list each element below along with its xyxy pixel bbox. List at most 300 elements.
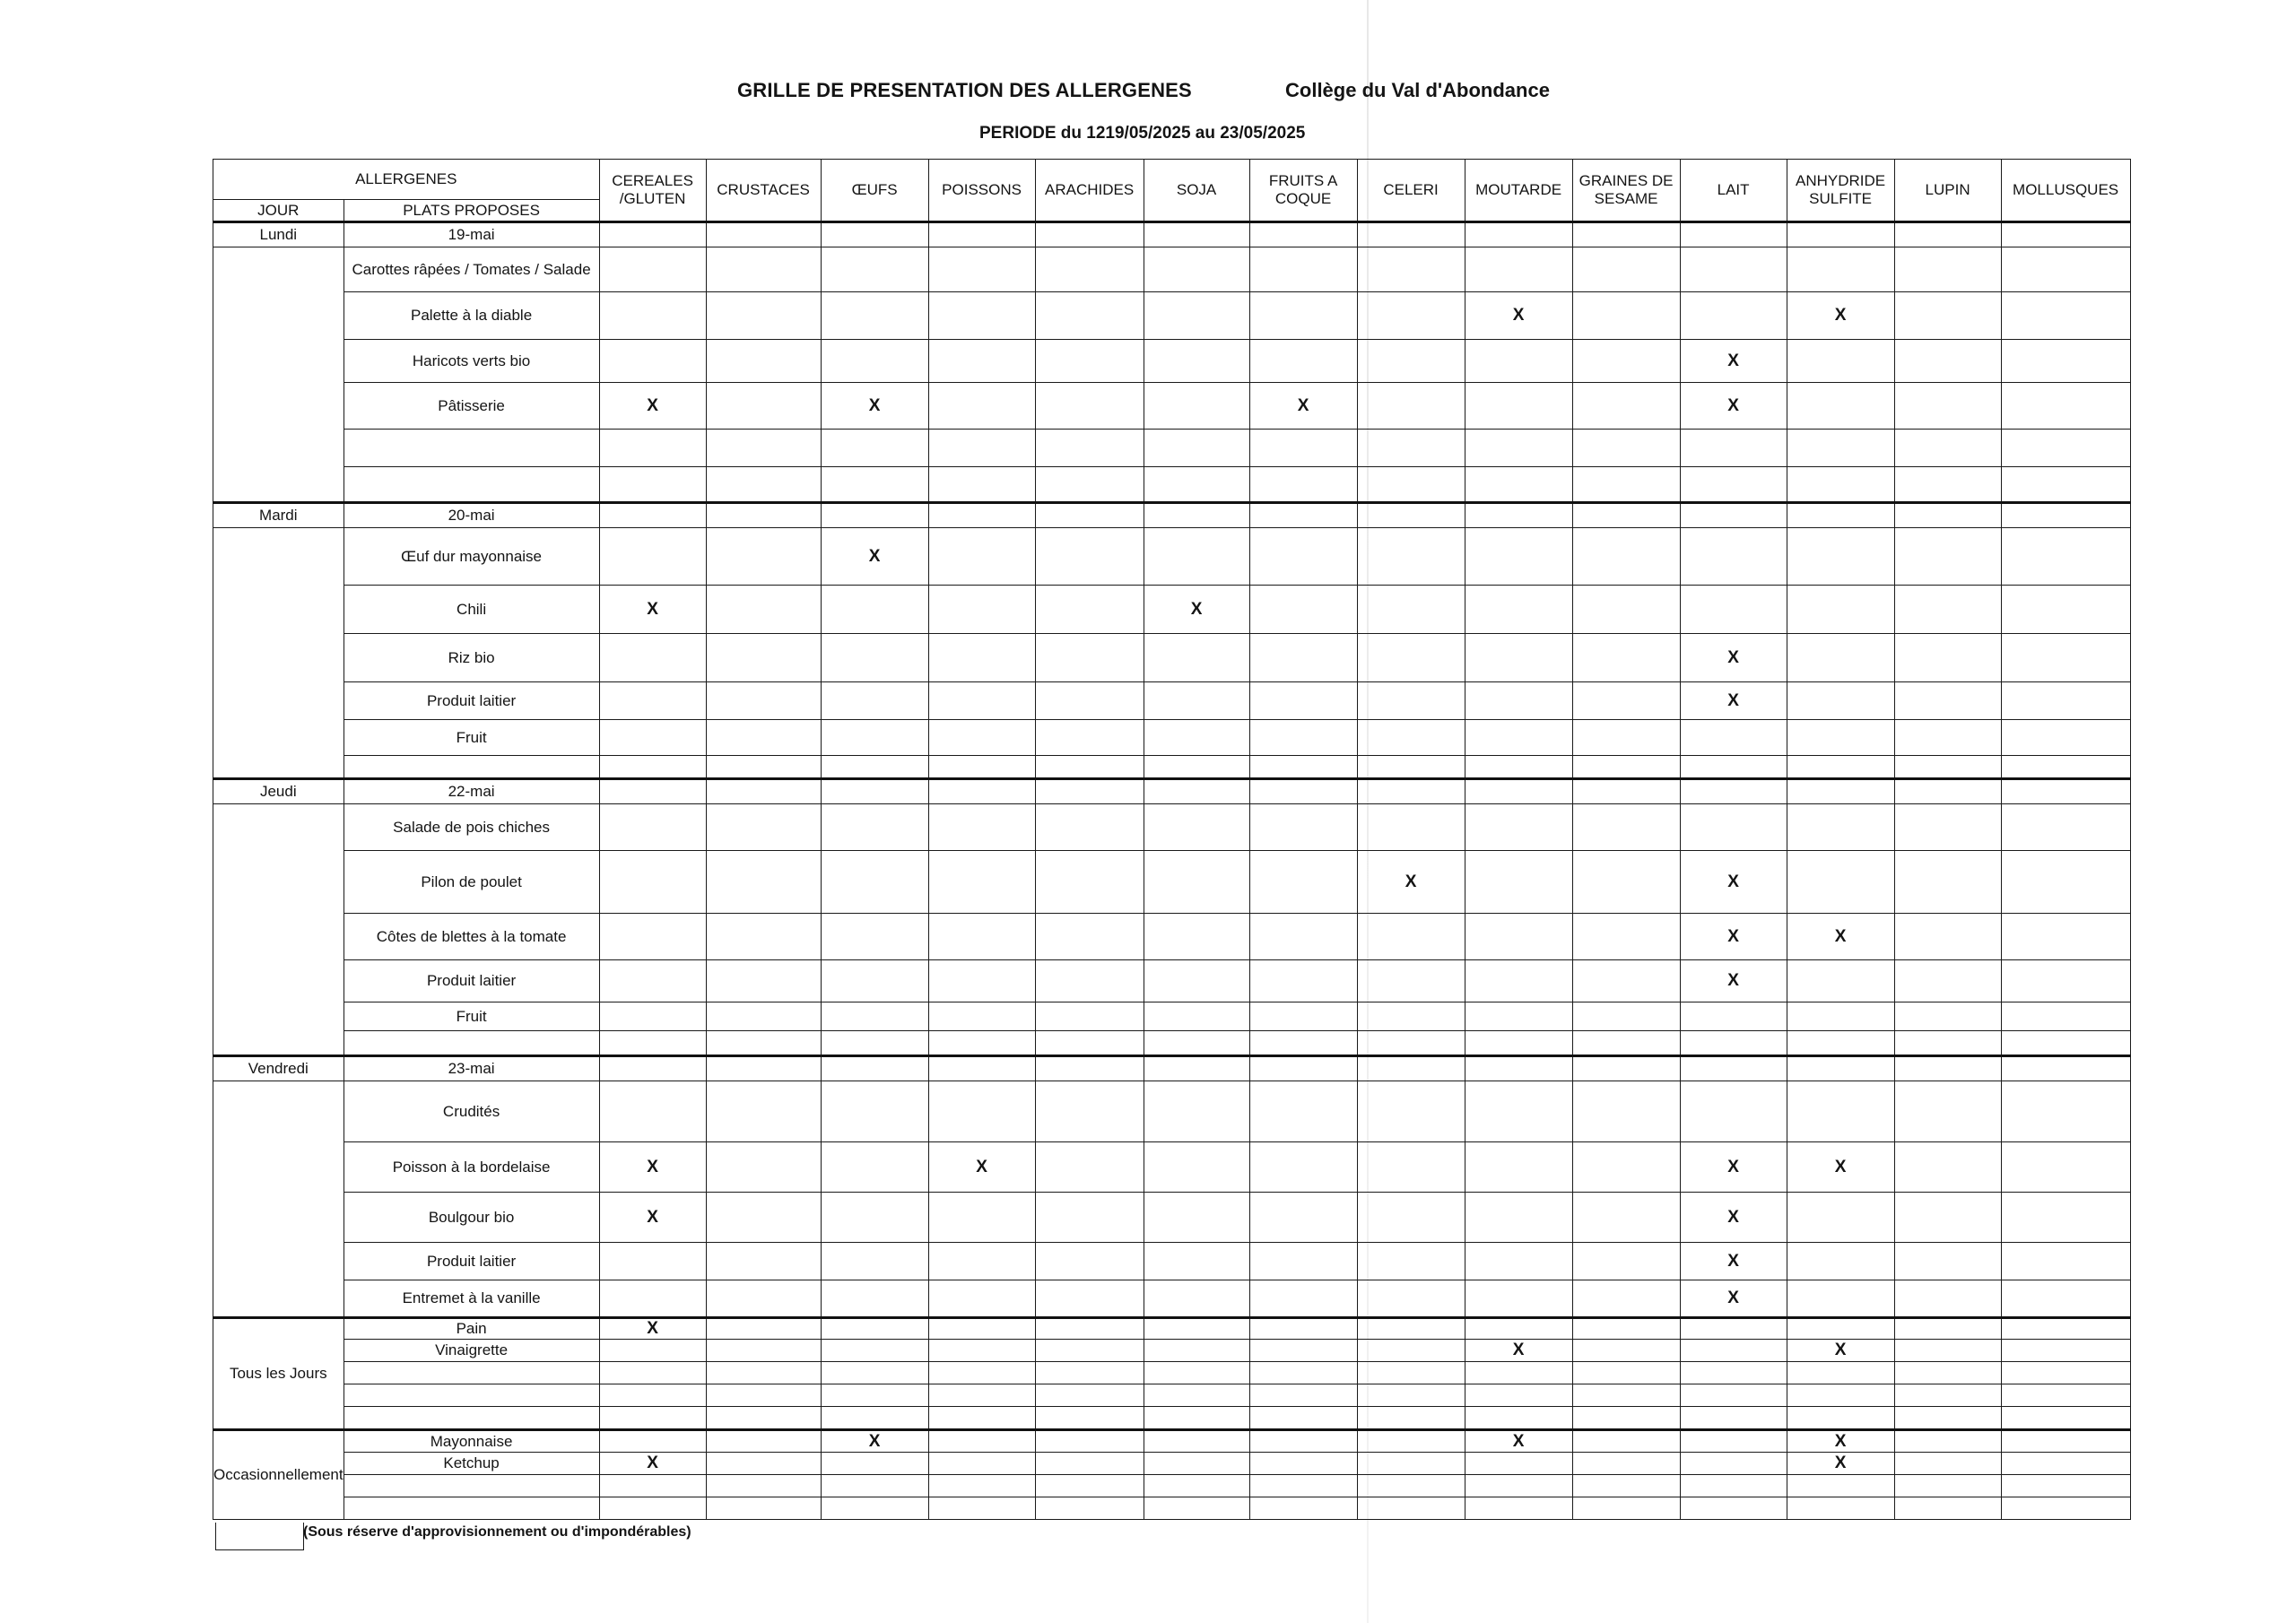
allergen-cell xyxy=(1249,1081,1357,1142)
allergen-cell xyxy=(599,467,706,503)
occasionnellement-row xyxy=(213,1497,2131,1520)
allergen-cell xyxy=(1144,804,1249,851)
dish-name: Boulgour bio xyxy=(344,1193,599,1243)
allergen-cell xyxy=(1035,1453,1144,1475)
allergen-cell xyxy=(1572,1497,1680,1520)
allergen-cell xyxy=(928,340,1035,383)
allergen-cell xyxy=(1357,779,1465,804)
allergen-cell xyxy=(1894,1407,2001,1430)
allergen-cell xyxy=(1249,851,1357,914)
allergen-cell xyxy=(1249,682,1357,720)
dish-row xyxy=(213,960,2131,1002)
allergen-cell xyxy=(928,1430,1035,1453)
allergen-cell xyxy=(1357,914,1465,960)
allergen-cell xyxy=(2001,682,2130,720)
allergen-cell xyxy=(1572,1453,1680,1475)
allergen-cell xyxy=(599,503,706,528)
allergen-cell xyxy=(1144,1081,1249,1142)
allergen-cell xyxy=(706,1318,821,1340)
allergen-cell xyxy=(706,503,821,528)
allergen-cell xyxy=(1357,222,1465,247)
allergen-cell xyxy=(599,1407,706,1430)
allergen-cell xyxy=(706,1340,821,1362)
allergen-cell xyxy=(1680,756,1787,779)
allergen-cell xyxy=(928,914,1035,960)
allergenes-header: ALLERGENES xyxy=(213,160,600,200)
allergen-cell xyxy=(928,292,1035,340)
allergen-cell xyxy=(1680,1318,1787,1340)
allergen-cell xyxy=(1680,247,1787,292)
allergen-cell xyxy=(1035,960,1144,1002)
allergen-cell xyxy=(1894,1453,2001,1475)
dish-name: Fruit xyxy=(344,720,599,756)
allergen-cell xyxy=(706,247,821,292)
allergen-cell xyxy=(1572,586,1680,634)
allergen-cell xyxy=(2001,247,2130,292)
allergen-cell xyxy=(1144,851,1249,914)
dish-name: Entremet à la vanille xyxy=(344,1280,599,1318)
allergen-cell xyxy=(1465,1056,1572,1081)
allergen-cell xyxy=(1572,340,1680,383)
allergen-cell xyxy=(821,1243,928,1280)
allergen-cell xyxy=(1035,1280,1144,1318)
allergen-cell xyxy=(1894,779,2001,804)
allergen-cell xyxy=(1465,1193,1572,1243)
allergen-cell xyxy=(1035,247,1144,292)
allergen-cell xyxy=(2001,1340,2130,1362)
allergen-mark: X xyxy=(1297,395,1309,415)
allergen-cell xyxy=(1357,1193,1465,1243)
allergen-cell xyxy=(1787,1081,1894,1142)
item-name: Ketchup xyxy=(344,1453,599,1475)
allergen-column-header: LAIT xyxy=(1680,160,1787,222)
allergen-cell xyxy=(1144,528,1249,586)
allergen-cell xyxy=(1144,430,1249,467)
allergen-cell xyxy=(1894,960,2001,1002)
allergen-cell xyxy=(1894,1384,2001,1407)
allergen-cell xyxy=(599,1453,706,1475)
allergen-cell xyxy=(821,430,928,467)
allergen-cell xyxy=(1572,1081,1680,1142)
allergen-cell xyxy=(706,756,821,779)
allergen-cell xyxy=(599,340,706,383)
allergen-cell xyxy=(1680,1340,1787,1362)
allergen-cell xyxy=(821,1340,928,1362)
allergen-cell xyxy=(1894,1430,2001,1453)
allergen-cell xyxy=(2001,1453,2130,1475)
allergen-cell xyxy=(1894,914,2001,960)
allergen-cell xyxy=(2001,960,2130,1002)
allergen-mark: X xyxy=(1727,1207,1739,1227)
allergen-mark: X xyxy=(1727,926,1739,946)
allergen-cell xyxy=(1680,383,1787,430)
day-label: Jeudi xyxy=(213,779,344,804)
allergen-cell xyxy=(1035,1362,1144,1384)
allergen-cell xyxy=(1572,1002,1680,1031)
allergen-column-header: GRAINES DE SESAME xyxy=(1572,160,1680,222)
allergen-cell xyxy=(928,1497,1035,1520)
allergen-cell xyxy=(1787,1031,1894,1056)
allergen-cell xyxy=(1787,682,1894,720)
item-name xyxy=(344,1407,599,1430)
allergen-cell xyxy=(706,586,821,634)
allergen-cell xyxy=(599,383,706,430)
footnote: (Sous réserve d'approvisionnement ou d'impondérables) xyxy=(303,1524,691,1540)
allergen-cell xyxy=(599,430,706,467)
allergen-cell xyxy=(1894,720,2001,756)
allergen-cell xyxy=(1787,528,1894,586)
allergen-cell xyxy=(706,1280,821,1318)
allergen-mark: X xyxy=(1834,1431,1847,1451)
allergen-cell xyxy=(2001,292,2130,340)
allergen-cell xyxy=(1680,1475,1787,1497)
allergen-cell xyxy=(1249,1243,1357,1280)
allergen-cell xyxy=(1249,1031,1357,1056)
allergen-mark: X xyxy=(647,1454,658,1473)
allergen-cell xyxy=(1144,1340,1249,1362)
dish-row xyxy=(213,1081,2131,1142)
allergen-cell xyxy=(1787,1497,1894,1520)
allergen-column-header: LUPIN xyxy=(1894,160,2001,222)
allergen-cell xyxy=(1894,1081,2001,1142)
allergen-cell xyxy=(1144,960,1249,1002)
allergen-cell xyxy=(1680,682,1787,720)
allergen-cell xyxy=(1465,1453,1572,1475)
allergen-cell xyxy=(1680,222,1787,247)
allergen-cell xyxy=(928,1031,1035,1056)
allergen-cell xyxy=(1035,222,1144,247)
allergen-cell xyxy=(1894,1193,2001,1243)
allergen-column-header: ANHYDRIDE SULFITE xyxy=(1787,160,1894,222)
allergen-cell xyxy=(1894,804,2001,851)
allergen-cell xyxy=(1357,292,1465,340)
allergen-cell xyxy=(2001,1081,2130,1142)
allergen-column-header: ŒUFS xyxy=(821,160,928,222)
allergen-cell xyxy=(1787,779,1894,804)
dish-row xyxy=(213,1031,2131,1056)
allergen-cell xyxy=(706,1475,821,1497)
allergen-cell xyxy=(1894,1142,2001,1193)
day-row xyxy=(213,779,2131,804)
dish-name: Salade de pois chiches xyxy=(344,804,599,851)
allergen-cell xyxy=(1465,1318,1572,1340)
allergen-cell xyxy=(1787,467,1894,503)
allergen-cell xyxy=(928,804,1035,851)
allergen-cell xyxy=(1572,720,1680,756)
allergen-cell xyxy=(1787,586,1894,634)
allergen-cell xyxy=(1572,1193,1680,1243)
dish-row xyxy=(213,467,2131,503)
allergen-cell xyxy=(2001,503,2130,528)
allergen-cell xyxy=(1894,756,2001,779)
allergen-cell xyxy=(821,222,928,247)
allergen-cell xyxy=(1144,1056,1249,1081)
allergen-cell xyxy=(821,634,928,682)
allergen-cell xyxy=(1144,779,1249,804)
allergen-cell xyxy=(1680,1002,1787,1031)
allergen-cell xyxy=(706,960,821,1002)
allergen-cell xyxy=(1144,1193,1249,1243)
allergen-cell xyxy=(1894,247,2001,292)
allergen-cell xyxy=(706,1002,821,1031)
allergen-cell xyxy=(1894,430,2001,467)
allergen-cell xyxy=(599,634,706,682)
day-date: 19-mai xyxy=(344,222,599,247)
allergen-cell xyxy=(928,720,1035,756)
allergen-cell xyxy=(1465,1497,1572,1520)
allergen-cell xyxy=(928,1280,1035,1318)
allergen-cell xyxy=(821,1002,928,1031)
allergen-cell xyxy=(1465,1407,1572,1430)
allergen-cell xyxy=(1035,383,1144,430)
allergen-cell xyxy=(706,1031,821,1056)
allergen-cell xyxy=(1249,528,1357,586)
allergen-cell xyxy=(821,292,928,340)
allergen-cell xyxy=(1465,383,1572,430)
allergen-cell xyxy=(1357,682,1465,720)
allergen-cell xyxy=(2001,528,2130,586)
allergen-cell xyxy=(928,1243,1035,1280)
dish-row xyxy=(213,1142,2131,1193)
allergen-cell xyxy=(1465,340,1572,383)
allergen-cell xyxy=(1144,383,1249,430)
allergen-cell xyxy=(928,222,1035,247)
allergen-cell xyxy=(1787,1280,1894,1318)
allergen-cell xyxy=(1680,430,1787,467)
allergen-cell xyxy=(928,1318,1035,1340)
allergen-cell xyxy=(1572,1280,1680,1318)
allergen-cell xyxy=(1249,1453,1357,1475)
allergen-cell xyxy=(1465,779,1572,804)
allergen-cell xyxy=(1572,1407,1680,1430)
allergen-column-header: SOJA xyxy=(1144,160,1249,222)
allergen-cell xyxy=(1144,340,1249,383)
allergen-cell xyxy=(1680,528,1787,586)
allergen-mark: X xyxy=(868,395,881,415)
allergen-cell xyxy=(1465,851,1572,914)
allergen-mark: X xyxy=(1190,599,1203,619)
allergen-cell xyxy=(706,634,821,682)
allergen-cell xyxy=(1249,1430,1357,1453)
allergen-cell xyxy=(1144,1362,1249,1384)
allergen-cell xyxy=(1787,960,1894,1002)
allergen-cell xyxy=(706,779,821,804)
occasionnellement-label: Occasionnellement xyxy=(213,1430,344,1520)
allergen-mark: X xyxy=(868,546,881,566)
allergen-cell xyxy=(2001,1002,2130,1031)
allergen-cell xyxy=(821,1318,928,1340)
allergen-cell xyxy=(1572,1031,1680,1056)
allergen-cell xyxy=(821,1142,928,1193)
allergen-cell xyxy=(1249,634,1357,682)
allergen-cell xyxy=(706,682,821,720)
allergen-cell xyxy=(1357,851,1465,914)
allergen-cell xyxy=(1357,1280,1465,1318)
allergen-cell xyxy=(1680,1243,1787,1280)
dish-row xyxy=(213,1002,2131,1031)
allergen-cell xyxy=(1894,1056,2001,1081)
allergen-cell xyxy=(706,383,821,430)
allergen-cell xyxy=(821,682,928,720)
allergen-cell xyxy=(599,1056,706,1081)
allergen-cell xyxy=(1894,1280,2001,1318)
allergen-cell xyxy=(1465,756,1572,779)
allergen-cell xyxy=(928,1002,1035,1031)
allergen-mark: X xyxy=(1512,1341,1525,1360)
allergen-cell xyxy=(928,383,1035,430)
allergen-cell xyxy=(1787,292,1894,340)
dish-row xyxy=(213,756,2131,779)
allergen-cell xyxy=(1894,1031,2001,1056)
allergen-cell xyxy=(928,430,1035,467)
day-date: 23-mai xyxy=(344,1056,599,1081)
allergen-cell xyxy=(1249,1362,1357,1384)
allergen-cell xyxy=(1572,634,1680,682)
allergen-cell xyxy=(1894,340,2001,383)
allergen-cell xyxy=(2001,340,2130,383)
allergen-cell xyxy=(821,340,928,383)
allergen-cell xyxy=(1249,430,1357,467)
allergen-cell xyxy=(1035,586,1144,634)
allergen-cell xyxy=(1680,804,1787,851)
allergen-cell xyxy=(2001,1318,2130,1340)
allergen-cell xyxy=(1357,528,1465,586)
allergen-cell xyxy=(821,1497,928,1520)
allergen-cell xyxy=(1249,467,1357,503)
allergen-cell xyxy=(1357,503,1465,528)
allergen-cell xyxy=(1035,1031,1144,1056)
dish-name xyxy=(344,1031,599,1056)
allergen-mark: X xyxy=(1727,395,1739,415)
allergen-cell xyxy=(1035,851,1144,914)
allergen-cell xyxy=(1894,634,2001,682)
allergen-cell xyxy=(1357,960,1465,1002)
allergen-cell xyxy=(599,1031,706,1056)
dish-row xyxy=(213,1243,2131,1280)
allergen-cell xyxy=(1680,779,1787,804)
allergen-cell xyxy=(821,247,928,292)
allergen-cell xyxy=(1144,914,1249,960)
dish-name xyxy=(344,430,599,467)
allergen-column-header: POISSONS xyxy=(928,160,1035,222)
allergen-cell xyxy=(1572,756,1680,779)
day-spacer-cell xyxy=(213,247,344,503)
allergen-cell xyxy=(1787,1243,1894,1280)
allergen-cell xyxy=(1144,1243,1249,1280)
allergen-table xyxy=(213,159,2131,1520)
allergen-cell xyxy=(1357,586,1465,634)
allergen-cell xyxy=(1249,383,1357,430)
allergen-cell xyxy=(1357,1407,1465,1430)
allergen-cell xyxy=(1894,1475,2001,1497)
allergen-cell xyxy=(599,247,706,292)
allergen-mark: X xyxy=(1727,1157,1739,1176)
allergen-cell xyxy=(706,1081,821,1142)
allergen-cell xyxy=(1787,720,1894,756)
allergen-cell xyxy=(1249,340,1357,383)
dish-row xyxy=(213,804,2131,851)
allergen-cell xyxy=(1787,1384,1894,1407)
tous_les_jours-row xyxy=(213,1407,2131,1430)
allergen-cell xyxy=(1680,503,1787,528)
allergen-cell xyxy=(1035,1430,1144,1453)
allergen-cell xyxy=(2001,1384,2130,1407)
allergen-cell xyxy=(599,1280,706,1318)
allergen-cell xyxy=(706,851,821,914)
allergen-cell xyxy=(1572,682,1680,720)
allergen-cell xyxy=(928,756,1035,779)
allergen-cell xyxy=(1144,467,1249,503)
allergen-cell xyxy=(1787,247,1894,292)
allergen-cell xyxy=(1249,586,1357,634)
allergen-cell xyxy=(599,1193,706,1243)
allergen-cell xyxy=(2001,1031,2130,1056)
allergen-cell xyxy=(1465,914,1572,960)
allergen-cell xyxy=(821,1407,928,1430)
allergen-cell xyxy=(1787,851,1894,914)
allergen-cell xyxy=(599,960,706,1002)
allergen-cell xyxy=(1249,1318,1357,1340)
allergen-cell xyxy=(1357,1031,1465,1056)
allergen-cell xyxy=(928,1407,1035,1430)
allergen-cell xyxy=(1787,1340,1894,1362)
allergen-cell xyxy=(2001,756,2130,779)
allergen-cell xyxy=(1249,1384,1357,1407)
allergen-cell xyxy=(1144,1453,1249,1475)
dish-name: Crudités xyxy=(344,1081,599,1142)
allergen-cell xyxy=(1035,682,1144,720)
allergen-mark: X xyxy=(647,599,658,619)
allergen-cell xyxy=(1249,756,1357,779)
allergen-cell xyxy=(2001,222,2130,247)
allergen-cell xyxy=(1144,1475,1249,1497)
allergen-cell xyxy=(1144,1031,1249,1056)
dish-name xyxy=(344,467,599,503)
allergen-cell xyxy=(1572,430,1680,467)
allergen-cell xyxy=(1572,1362,1680,1384)
allergen-cell xyxy=(1357,383,1465,430)
allergen-cell xyxy=(1465,960,1572,1002)
allergen-cell xyxy=(1144,292,1249,340)
allergen-cell xyxy=(1357,247,1465,292)
allergen-cell xyxy=(1357,1002,1465,1031)
allergen-cell xyxy=(1787,1475,1894,1497)
allergen-cell xyxy=(1465,720,1572,756)
allergen-cell xyxy=(1787,1193,1894,1243)
allergen-cell xyxy=(599,1002,706,1031)
allergen-cell xyxy=(1680,1430,1787,1453)
allergen-cell xyxy=(1357,1430,1465,1453)
allergen-cell xyxy=(821,383,928,430)
allergen-cell xyxy=(821,586,928,634)
college-name: Collège du Val d'Abondance xyxy=(1285,79,1550,101)
allergen-cell xyxy=(1249,960,1357,1002)
allergen-cell xyxy=(1465,1142,1572,1193)
allergen-cell xyxy=(1035,467,1144,503)
allergen-cell xyxy=(1680,292,1787,340)
item-name xyxy=(344,1497,599,1520)
allergen-cell xyxy=(928,1340,1035,1362)
allergen-cell xyxy=(1572,779,1680,804)
allergen-cell xyxy=(1465,682,1572,720)
allergen-cell xyxy=(1465,1362,1572,1384)
allergen-cell xyxy=(599,1430,706,1453)
allergen-cell xyxy=(599,292,706,340)
allergen-cell xyxy=(1144,634,1249,682)
allergen-cell xyxy=(1572,804,1680,851)
allergen-cell xyxy=(1249,1280,1357,1318)
tous_les_jours-label: Tous les Jours xyxy=(213,1318,344,1430)
